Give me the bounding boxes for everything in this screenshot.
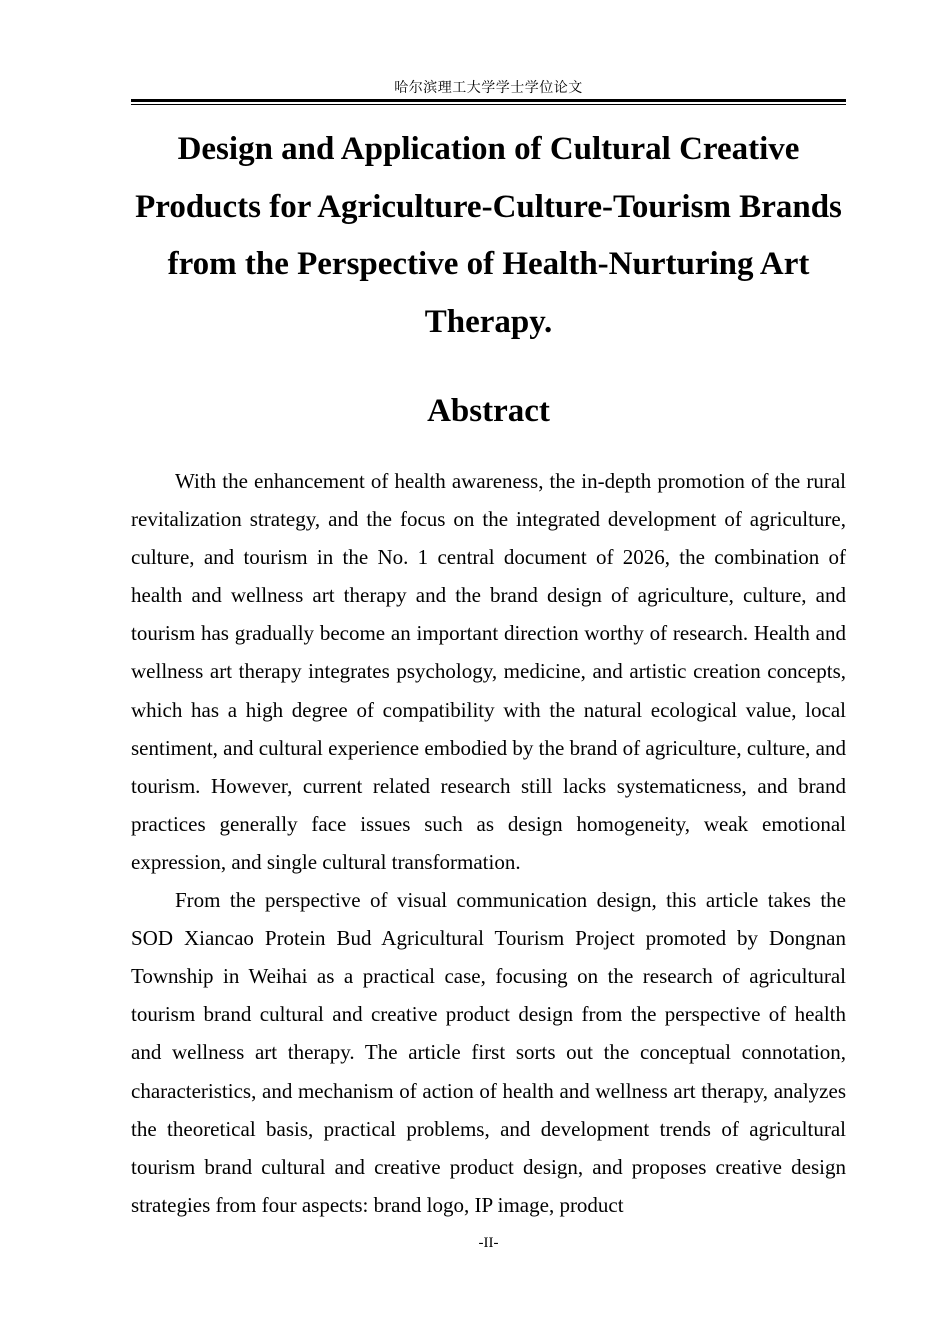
abstract-paragraph-2: From the perspective of visual communication design, this article takes the SOD Xiancao Protein Bud Agricultural Tourism Project promoted by Dongnan Township in Weihai as a practical case, focusing on the research of agricultural tourism brand cultural and creative product design from the perspective of health and wellness art therapy. The article first sorts out the conceptual connotation, characteristics, and mechanism of action of health and wellness art therapy, analyzes the theoretical basis, practical problems, and development trends of agricultural tourism brand cultural and creative product design, and proposes creative design strategies from four aspects: brand logo, IP image, product <box>131 888 846 1217</box>
paper-title: Design and Application of Cultural Creative Products for Agriculture-Culture-Tourism Brands from the Perspective of Health-Nurturing Art Therapy. <box>135 131 842 340</box>
abstract-paragraph-1: With the enhancement of health awareness, the in-depth promotion of the rural revitalization strategy, and the focus on the integrated development of agriculture, culture, and tourism in the No. 1 central document of 2026, the combination of health and wellness art therapy and the brand design of agriculture, culture, and tourism has gradually become an important direction worthy of research. Health and wellness art therapy integrates psychology, medicine, and artistic creation concepts, which has a high degree of compatibility with the natural ecological value, local sentiment, and cultural experience embodied by the brand of agriculture, culture, and tourism. However, current related research still lacks systematicness, and brand practices generally face issues such as design homogeneity, weak emotional expression, and single cultural transformation. <box>131 469 846 874</box>
header-text: 哈尔滨理工大学学士学位论文 <box>394 80 583 96</box>
page-number: -II- <box>478 1235 499 1251</box>
abstract-body <box>131 462 846 1224</box>
header-rule-thick <box>131 99 846 102</box>
abstract-heading: Abstract <box>427 393 550 429</box>
header-rule-thin <box>131 104 846 105</box>
